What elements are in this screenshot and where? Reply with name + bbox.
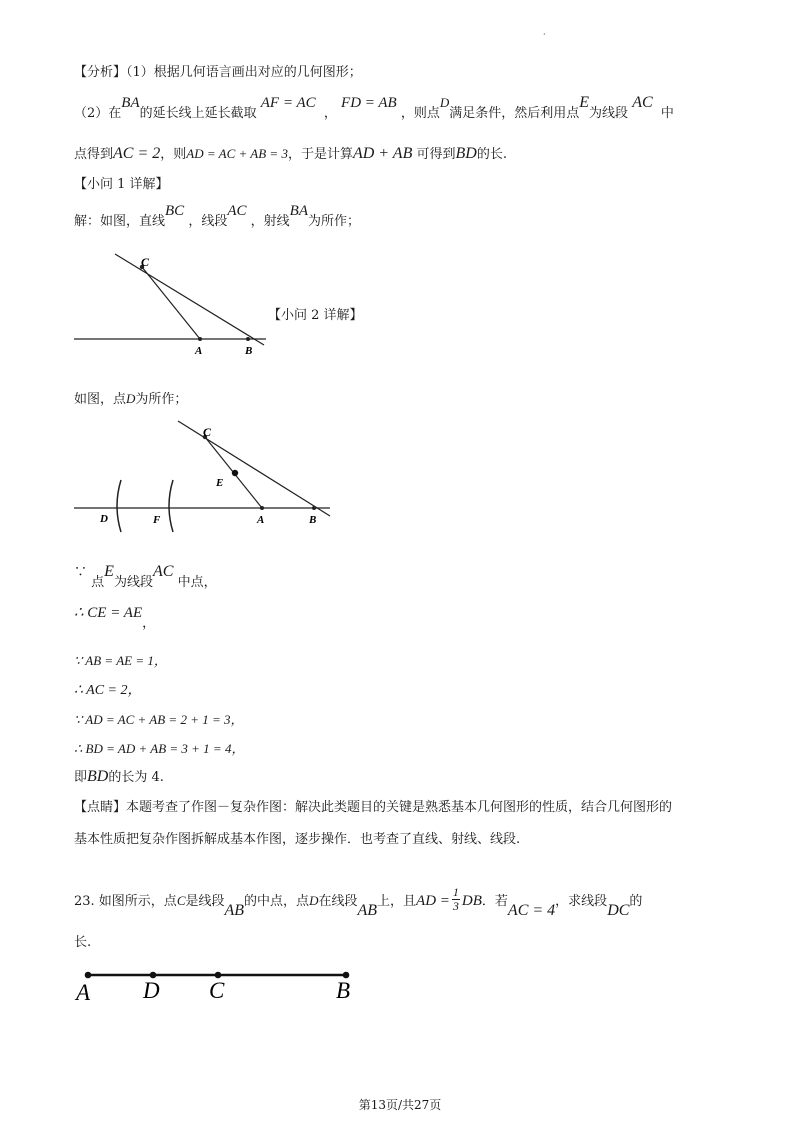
fig3-label-A: A — [76, 980, 91, 1005]
math-FD-eq-AB: FD = AB — [341, 95, 397, 111]
page-footer: 第13页/共27页 — [358, 1098, 442, 1112]
proof-line-1: ∵ 点E为线段AC 中点， — [74, 563, 217, 590]
fig1-label-C: C — [141, 255, 150, 269]
comment-line-1: 【点睛】本题考查了作图－复杂作图：解决此类题目的关键是熟悉基本几何图形的性质，结合几何图形的 — [74, 800, 673, 815]
math-AC: AC — [632, 94, 653, 111]
fig2-label-A: A — [257, 514, 265, 526]
math-BD: BD — [87, 768, 109, 785]
math-AD-eq: AD = — [416, 893, 450, 909]
math-BA: BA — [121, 95, 140, 111]
proof-line-4: ∴ AC = 2， — [74, 683, 142, 698]
fraction-1-3: $\frac{1}{3}$ — [452, 885, 459, 913]
math-E: E — [104, 563, 114, 580]
math-BD: BD — [455, 145, 477, 162]
analysis-part1: （1）根据几何语言画出对应的几何图形； — [126, 65, 362, 80]
math-AB: AB — [357, 902, 378, 919]
math-BA: BA — [289, 203, 308, 219]
fig3-label-C: C — [209, 978, 225, 1003]
proof-line-3: ∵ AB = AE = 1， — [74, 653, 167, 668]
math-AC: AC — [152, 563, 174, 580]
q1-solution: 解：如图，直线BC ，线段AC ，射线BA为所作； — [74, 203, 361, 229]
fig2-label-C: C — [203, 425, 212, 439]
math-D: D — [309, 893, 319, 908]
fig2-label-F: F — [153, 514, 161, 526]
math-AC: AC — [227, 203, 247, 219]
math-AD-plus-AB: AD + AB — [352, 145, 413, 162]
proof-line-6: ∴ BD = AD + AB = 3 + 1 = 4， — [74, 741, 245, 756]
q1-heading: 【小问 1 详解】 — [74, 177, 169, 192]
math-DC: DC — [607, 902, 630, 919]
fig2-label-B: B — [309, 514, 317, 526]
math-D: D — [439, 95, 450, 110]
fig3-label-B: B — [336, 978, 351, 1003]
fig2-label-D: D — [100, 513, 108, 525]
comment-line-2: 基本性质把复杂作图拆解成基本作图，逐步操作．也考查了直线、射线、线段. — [74, 832, 521, 847]
problem-23: 23. 如图所示，点C是线段AB的中点，点D在线段AB上，且AD = $\frac{1}{3}$ DB．若AC = 4，求线段DC的 — [74, 885, 643, 919]
math-AF-eq-AC: AF = AC — [260, 95, 316, 111]
math-AC-eq-2: AC = 2 — [113, 145, 161, 162]
q2-heading: 【小问 2 详解】 — [268, 308, 363, 323]
analysis-line-3: 点得到AC = 2，则AD = AC + AB = 3，于是计算AD + AB 可得到BD的长. — [74, 145, 507, 162]
problem-23-line-2: 长. — [74, 935, 92, 950]
analysis-heading: 【分析】 — [74, 65, 127, 80]
math-D: D — [126, 391, 136, 406]
proof-line-2: ∴ CE = AE， — [74, 605, 156, 631]
math-DB: DB — [461, 893, 482, 909]
analysis-line-2: （2）在BA的延长线上延长截取 AF = AC ， FD = AB ，则点D满足条件，然后利用点E为线段 AC 中 — [74, 94, 674, 121]
proof-line-5: ∵ AD = AC + AB = 2 + 1 = 3， — [74, 712, 244, 727]
math-AC-eq-4: AC = 4 — [507, 902, 556, 919]
math-AD-eq: AD = AC + AB = 3 — [186, 146, 288, 161]
fig1-label-A: A — [195, 345, 203, 357]
q2-statement: 如图，点D为所作； — [74, 391, 188, 407]
fig1-label-B: B — [245, 345, 253, 357]
math-AB: AB — [224, 902, 245, 919]
math-BC: BC — [165, 203, 185, 219]
fig2-label-E: E — [216, 477, 224, 489]
fig3-label-D: D — [143, 978, 160, 1003]
proof-line-7: 即BD的长为 4. — [74, 768, 164, 785]
header-dot: · — [543, 30, 546, 39]
math-E: E — [579, 94, 590, 111]
math-C: C — [176, 893, 186, 908]
